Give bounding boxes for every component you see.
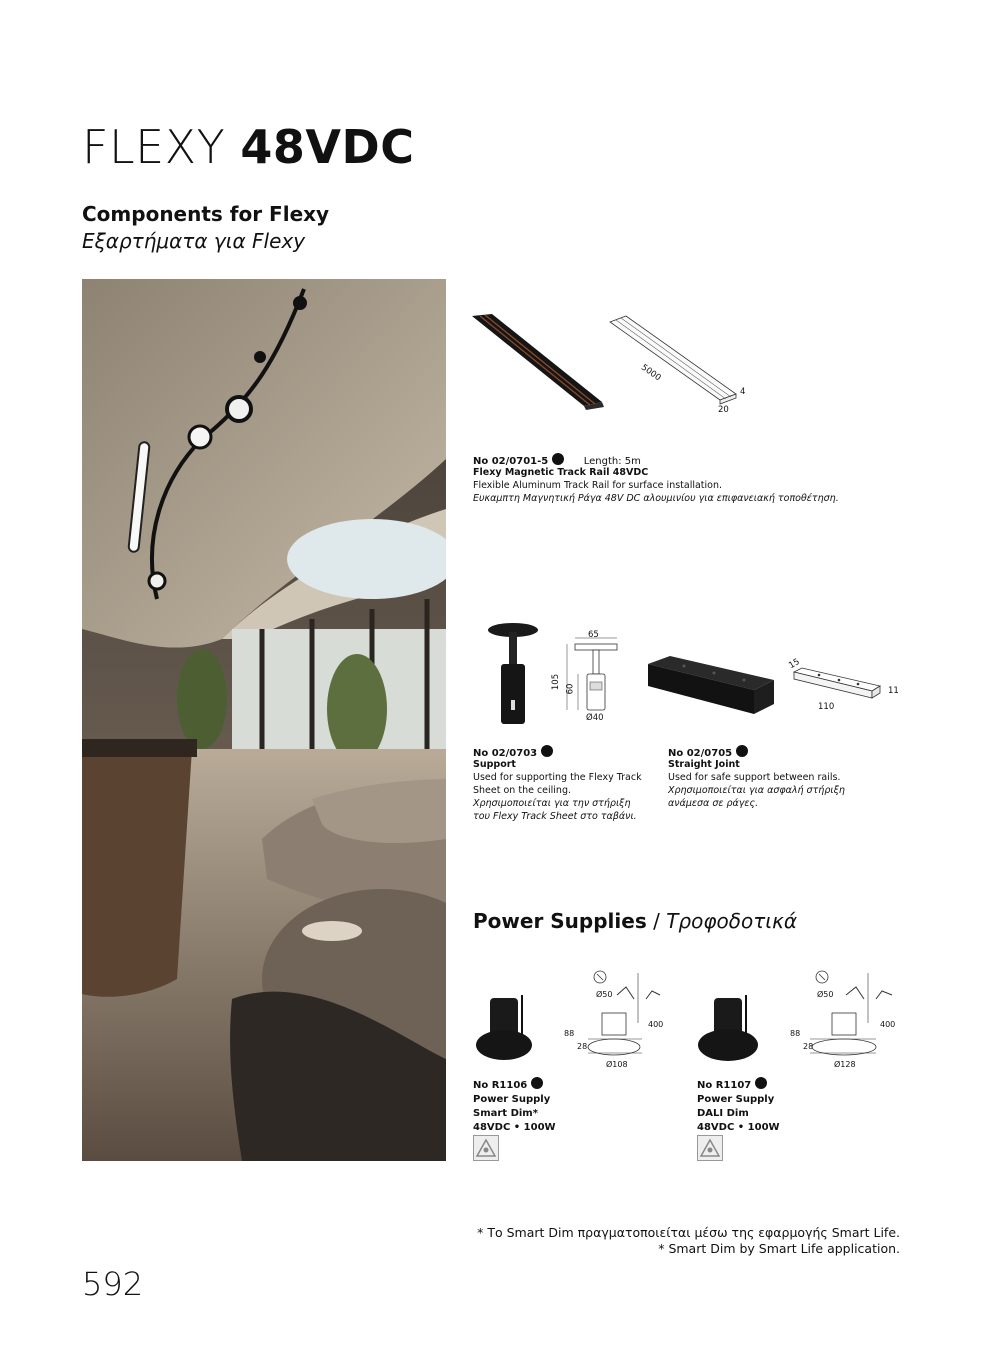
r1106-dim-diameter: Ø108 (606, 1060, 628, 1069)
support-desc-en-2: Sheet on the ceiling. (473, 785, 572, 796)
support-dim-diameter: Ø40 (586, 713, 604, 723)
power-supply-r1107-image (696, 965, 906, 1070)
support-desc-gr-2: του Flexy Track Sheet στο ταβάνι. (473, 811, 637, 822)
power-supply-r1106-image (472, 965, 672, 1070)
product-code-rail (473, 453, 641, 467)
rail-dim-width: 20 (718, 405, 729, 415)
r1106-info (473, 1077, 556, 1135)
rail-name: Flexy Magnetic Track Rail 48VDC (473, 467, 649, 478)
product-code-support (473, 745, 553, 759)
r1107-info (697, 1077, 780, 1135)
footnote (477, 1225, 900, 1257)
color-black-swatch (531, 1077, 543, 1089)
joint-dim-width: 15 (787, 656, 802, 672)
joint-dim-height: 11 (888, 686, 899, 696)
product-code-joint (668, 745, 748, 759)
support-name: Support (473, 759, 516, 770)
power-supplies-heading (473, 909, 797, 933)
r1107-line3: 48VDC • 100W (697, 1122, 780, 1133)
driver-certification-icon (473, 1135, 499, 1161)
rail-desc-gr: Ευκαμπτη Μαγνητική Ράγα 48V DC αλουμινίου για επιφανειακή τοποθέτηση. (473, 493, 839, 504)
r1106-code: No R1106 (473, 1080, 528, 1091)
r1107-line2: DALI Dim (697, 1108, 749, 1119)
driver-certification-icon (697, 1135, 723, 1161)
r1106-line2: Smart Dim* (473, 1108, 538, 1119)
ps-title-gr: Τροφοδοτικά (666, 909, 798, 933)
footnote-en: * Smart Dim by Smart Life application. (658, 1241, 900, 1256)
r1106-line1: Power Supply (473, 1094, 551, 1105)
color-black-swatch (552, 453, 564, 465)
rail-code-text: No 02/0701-5 (473, 456, 549, 467)
footnote-gr: * Το Smart Dim πραγματοποιείται μέσω της εφαρμογής Smart Life. (477, 1225, 900, 1240)
support-code-text: No 02/0703 (473, 748, 538, 759)
rail-description (473, 466, 853, 505)
r1107-dim-cutout: Ø50 (817, 990, 834, 999)
rail-length: Length: 5m (583, 456, 641, 467)
section-heading-gr: Εξαρτήματα για Flexy (82, 229, 306, 253)
joint-description (668, 758, 868, 810)
support-dim-width: 65 (588, 630, 599, 640)
support-desc-gr-1: Χρησιμοποιείται για την στήριξη (473, 798, 631, 809)
r1107-dim-height: 88 (790, 1029, 801, 1038)
ps-title-separator: / (653, 909, 660, 933)
ps-title-en: Power Supplies (473, 909, 647, 933)
r1107-code: No R1107 (697, 1080, 752, 1091)
r1106-dim-cutout: Ø50 (596, 990, 613, 999)
support-dim-height: 105 (551, 673, 562, 691)
support-description (473, 758, 653, 823)
joint-dim-length: 110 (818, 702, 835, 712)
color-black-swatch (541, 745, 553, 757)
support-desc-en-1: Used for supporting the Flexy Track (473, 772, 642, 783)
r1106-dim-height: 88 (564, 1029, 575, 1038)
interior-photo (82, 279, 446, 1161)
title-bold: 48VDC (240, 120, 415, 174)
rail-dim-height: 4 (740, 387, 746, 397)
joint-desc-gr-1: Χρησιμοποιείται για ασφαλή στήριξη (668, 785, 845, 796)
r1107-line1: Power Supply (697, 1094, 775, 1105)
support-dim-body: 60 (565, 683, 576, 695)
joint-code-text: No 02/0705 (668, 748, 733, 759)
page-number: 592 (82, 1265, 144, 1303)
r1107-dim-base: 28 (803, 1042, 814, 1051)
color-black-swatch (755, 1077, 767, 1089)
r1106-dim-cable: 400 (648, 1020, 664, 1029)
r1107-dim-diameter: Ø128 (834, 1060, 856, 1069)
joint-name: Straight Joint (668, 759, 740, 770)
straight-joint-image (644, 650, 884, 720)
r1106-line3: 48VDC • 100W (473, 1122, 556, 1133)
section-heading-en: Components for Flexy (82, 202, 330, 226)
title-light: FLEXY (82, 120, 226, 174)
page-title (82, 120, 414, 174)
r1107-dim-cable: 400 (880, 1020, 896, 1029)
track-rail-image (472, 312, 757, 422)
joint-desc-en: Used for safe support between rails. (668, 772, 841, 783)
rail-dim-length: 5000 (639, 362, 663, 384)
rail-desc-en: Flexible Aluminum Track Rail for surface installation. (473, 480, 723, 491)
r1106-dim-base: 28 (577, 1042, 588, 1051)
color-black-swatch (736, 745, 748, 757)
joint-desc-gr-2: ανάμεσα σε ράγες. (668, 798, 759, 809)
